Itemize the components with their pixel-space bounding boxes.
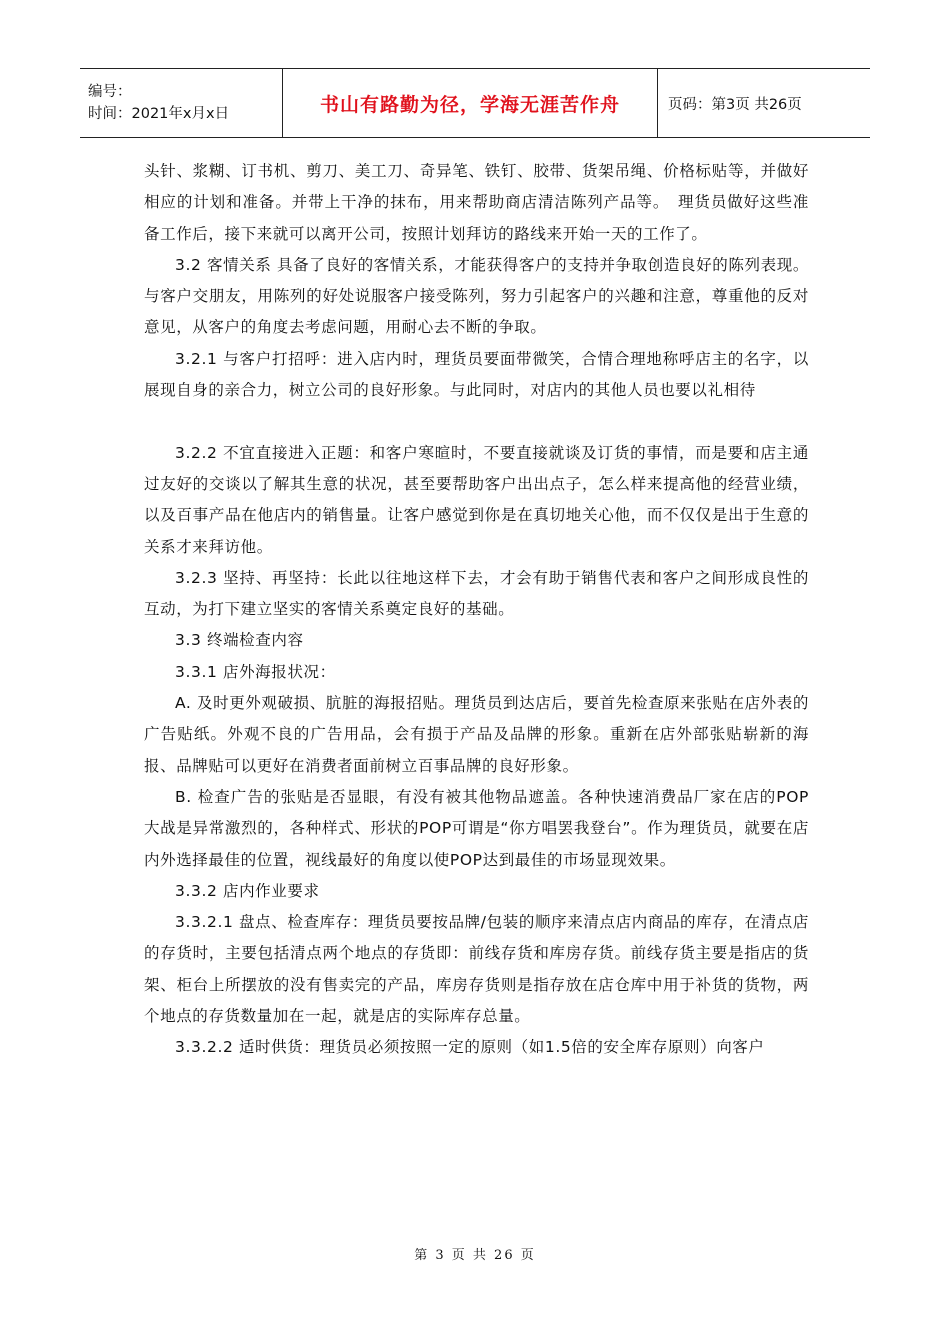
blank-line	[144, 406, 809, 437]
body-paragraph: 3.3.2.1 盘点、检查库存：理货员要按品牌/包装的顺序来清点店内商品的库存，在清点店的存货时，主要包括清点两个地点的存货即：前线存货和库房存货。前线存货主要是指店的货架、柜台上所摆放的没有售卖完的产品，库房存货则是指存放在店仓库中用于补货的货物，两个地点的存货数量加在一起，就是店的实际库存总量。	[144, 913, 809, 1026]
body-paragraph: 3.2.3 坚持、再坚持：长此以往地这样下去，才会有助于销售代表和客户之间形成良性的互动，为打下建立坚实的客情关系奠定良好的基础。	[144, 568, 809, 619]
document-time-label: 时间：2021年x月x日	[88, 106, 230, 122]
page-header	[80, 68, 870, 138]
header-page-info: 页码：第3页 共26页	[668, 96, 802, 113]
header-left-cell	[80, 69, 282, 137]
document-body	[144, 156, 809, 1064]
body-paragraph: 3.3.2 店内作业要求	[175, 881, 320, 900]
body-paragraph: 3.2.2 不宜直接进入正题：和客户寒暄时，不要直接就谈及订货的事情，而是要和店主通过友好的交谈以了解其生意的状况，甚至要帮助客户出出点子，怎么样来提高他的经营业绩，以及百事产品在他店内的销售量。让客户感觉到你是在真切地关心他，而不仅仅是出于生意的关系才来拜访他。	[144, 443, 809, 556]
body-paragraph: 头针、浆糊、订书机、剪刀、美工刀、奇异笔、铁钉、胶带、货架吊绳、价格标贴等，并做好相应的计划和准备。并带上干净的抹布，用来帮助商店清洁陈列产品等。 理货员做好这些准备工作后，接下来就可以离开公司，按照计划拜访的路线来开始一天的工作了。	[144, 162, 809, 243]
body-paragraph: 3.2.1 与客户打招呼：进入店内时，理货员要面带微笑，合情合理地称呼店主的名字，以展现自身的亲合力，树立公司的良好形象。与此同时，对店内的其他人员也要以礼相待	[144, 349, 809, 400]
body-paragraph: 3.3 终端检查内容	[175, 631, 304, 650]
page-footer: 第 3 页 共 26 页	[414, 1248, 536, 1263]
body-paragraph: 3.3.1 店外海报状况：	[175, 662, 336, 681]
body-paragraph: 3.3.2.2 适时供货：理货员必须按照一定的原则（如1.5倍的安全库存原则）向客户	[175, 1038, 765, 1057]
header-page-cell	[658, 69, 870, 137]
header-motto: 书山有路勤为径，学海无涯苦作舟	[319, 93, 620, 116]
body-paragraph: 3.2 客情关系 具备了良好的客情关系，才能获得客户的支持并争取创造良好的陈列表现。与客户交朋友，用陈列的好处说服客户接受陈列，努力引起客户的兴趣和注意，尊重他的反对意见，从客户的角度去考虑问题，用耐心去不断的争取。	[144, 255, 809, 337]
document-number-label: 编号：	[88, 84, 132, 100]
body-paragraph: B. 检查广告的张贴是否显眼，有没有被其他物品遮盖。各种快速消费品厂家在店的POP大战是异常激烈的，各种样式、形状的POP可谓是“你方唱罢我登台”。作为理货员，就要在店内外选择最佳的位置，视线最好的角度以使POP达到最佳的市场显现效果。	[144, 787, 809, 869]
header-motto-cell	[282, 69, 658, 137]
body-paragraph: A. 及时更外观破损、肮脏的海报招贴。理货员到达店后，要首先检查原来张贴在店外表的广告贴纸。外观不良的广告用品，会有损于产品及品牌的形象。重新在店外部张贴崭新的海报、品牌贴可以更好在消费者面前树立百事品牌的良好形象。	[144, 694, 809, 775]
